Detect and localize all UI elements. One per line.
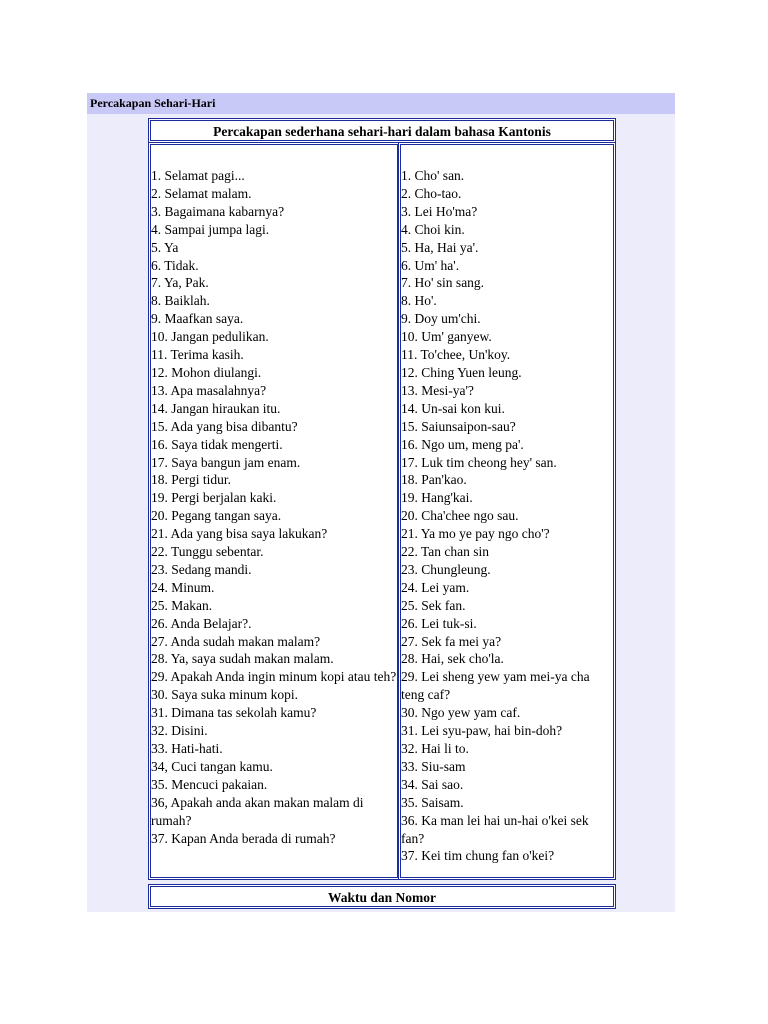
cantonese-phrase: 29. Lei sheng yew yam mei-ya cha teng caf?: [401, 669, 590, 703]
indonesian-phrase: 12. Mohon diulangi.: [151, 364, 262, 380]
indonesian-phrase: 10. Jangan pedulikan.: [151, 329, 269, 345]
indonesian-phrase: 36, Apakah anda akan makan malam di rumah?: [151, 794, 364, 828]
indonesian-phrase: 9. Maafkan saya.: [151, 311, 244, 327]
cantonese-phrase: 23. Chungleung.: [401, 561, 491, 577]
cantonese-phrase: 27. Sek fa mei ya?: [401, 633, 502, 649]
indonesian-phrase: 7. Ya, Pak.: [151, 275, 209, 291]
indonesian-phrase: 23. Sedang mandi.: [151, 561, 252, 577]
indonesian-phrase: 30. Saya suka minum kopi.: [151, 687, 298, 703]
cantonese-phrase: 17. Luk tim cheong hey' san.: [401, 454, 557, 470]
table-title: Percakapan sederhana sehari-hari dalam bahasa Kantonis: [213, 124, 551, 139]
indonesian-phrase: 16. Saya tidak mengerti.: [151, 436, 283, 452]
indonesian-phrase: 24. Minum.: [151, 579, 215, 595]
cantonese-phrase-list: [401, 167, 613, 865]
cantonese-phrase: 31. Lei syu-paw, hai bin-doh?: [401, 723, 563, 739]
cantonese-phrase: 15. Saiunsaipon-sau?: [401, 418, 516, 434]
indonesian-phrase: 4. Sampai jumpa lagi.: [151, 221, 270, 237]
cantonese-phrase: 30. Ngo yew yam caf.: [401, 705, 521, 721]
indonesian-phrase-list: [151, 167, 397, 847]
next-section-title: Waktu dan Nomor: [327, 890, 437, 905]
cantonese-phrase: 22. Tan chan sin: [401, 544, 490, 560]
indonesian-phrase: 17. Saya bangun jam enam.: [151, 454, 301, 470]
cantonese-phrase: 11. To'chee, Un'koy.: [401, 347, 511, 363]
cantonese-phrase: 34. Sai sao.: [401, 776, 464, 792]
cantonese-phrase: 36. Ka man lei hai un-hai o'kei sek fan?: [401, 812, 589, 846]
cantonese-phrase: 16. Ngo um, meng pa'.: [401, 436, 524, 452]
cantonese-phrase: 28. Hai, sek cho'la.: [401, 651, 504, 667]
cantonese-phrase: 7. Ho' sin sang.: [401, 275, 485, 291]
indonesian-phrase: 3. Bagaimana kabarnya?: [151, 203, 285, 219]
cantonese-phrase: 2. Cho-tao.: [401, 185, 462, 201]
cantonese-phrase: 20. Cha'chee ngo sau.: [401, 508, 519, 524]
indonesian-phrase: 8. Baiklah.: [151, 293, 210, 309]
indonesian-phrase: 15. Ada yang bisa dibantu?: [151, 418, 298, 434]
cantonese-phrase: 18. Pan'kao.: [401, 472, 467, 488]
indonesian-phrase: 31. Dimana tas sekolah kamu?: [151, 705, 317, 721]
indonesian-phrase: 27. Anda sudah makan malam?: [151, 633, 321, 649]
indonesian-phrase: 28. Ya, saya sudah makan malam.: [151, 651, 334, 667]
indonesian-phrase: 29. Apakah Anda ingin minum kopi atau teh?: [151, 669, 397, 685]
cantonese-phrase: 9. Doy um'chi.: [401, 311, 481, 327]
indonesian-phrase: 20. Pegang tangan saya.: [151, 508, 282, 524]
indonesian-phrase: 26. Anda Belajar?.: [151, 615, 252, 631]
cantonese-phrase: 19. Hang'kai.: [401, 490, 473, 506]
next-section-cell: [148, 884, 616, 909]
indonesian-phrase: 5. Ya: [151, 239, 179, 255]
section-header-bar: [87, 93, 675, 114]
cantonese-phrase: 35. Saisam.: [401, 794, 464, 810]
cantonese-phrase: 10. Um' ganyew.: [401, 329, 492, 345]
indonesian-phrase: 34, Cuci tangan kamu.: [151, 758, 273, 774]
indonesian-phrase: 19. Pergi berjalan kaki.: [151, 490, 277, 506]
cantonese-phrase: 5. Ha, Hai ya'.: [401, 239, 479, 255]
cantonese-phrase: 26. Lei tuk-si.: [401, 615, 477, 631]
cantonese-phrase: 24. Lei yam.: [401, 579, 470, 595]
indonesian-phrase: 14. Jangan hiraukan itu.: [151, 400, 281, 416]
indonesian-phrase: 6. Tidak.: [151, 257, 199, 273]
indonesian-phrase: 35. Mencuci pakaian.: [151, 776, 268, 792]
cantonese-phrase: 6. Um' ha'.: [401, 257, 460, 273]
cantonese-phrase: 21. Ya mo ye pay ngo cho'?: [401, 526, 550, 542]
indonesian-phrase: 13. Apa masalahnya?: [151, 382, 267, 398]
indonesian-phrase: 18. Pergi tidur.: [151, 472, 232, 488]
section-title: Percakapan Sehari-Hari: [90, 96, 216, 110]
table-title-cell: [148, 118, 616, 143]
cantonese-column: [398, 142, 616, 880]
indonesian-phrase: 11. Terima kasih.: [151, 347, 244, 363]
indonesian-phrase: 25. Makan.: [151, 597, 213, 613]
cantonese-phrase: 8. Ho'.: [401, 293, 437, 309]
indonesian-phrase: 2. Selamat malam.: [151, 185, 252, 201]
indonesian-phrase: 33. Hati-hati.: [151, 741, 223, 756]
cantonese-phrase: 4. Choi kin.: [401, 221, 465, 237]
cantonese-phrase: 1. Cho' san.: [401, 168, 465, 183]
cantonese-phrase: 12. Ching Yuen leung.: [401, 364, 522, 380]
cantonese-phrase: 25. Sek fan.: [401, 597, 466, 613]
indonesian-phrase: 21. Ada yang bisa saya lakukan?: [151, 526, 328, 542]
indonesian-phrase: 37. Kapan Anda berada di rumah?: [151, 830, 336, 846]
indonesian-phrase: 32. Disini.: [151, 723, 208, 739]
content-panel: [87, 93, 675, 912]
indonesian-phrase: 1. Selamat pagi...: [151, 168, 245, 183]
cantonese-phrase: 32. Hai li to.: [401, 741, 469, 756]
cantonese-phrase: 37. Kei tim chung fan o'kei?: [401, 848, 555, 864]
cantonese-phrase: 3. Lei Ho'ma?: [401, 203, 478, 219]
cantonese-phrase: 14. Un-sai kon kui.: [401, 400, 505, 416]
cantonese-phrase: 13. Mesi-ya'?: [401, 382, 474, 398]
indonesian-phrase: 22. Tunggu sebentar.: [151, 544, 264, 560]
indonesian-column: [148, 142, 400, 880]
cantonese-phrase: 33. Siu-sam: [401, 758, 466, 774]
